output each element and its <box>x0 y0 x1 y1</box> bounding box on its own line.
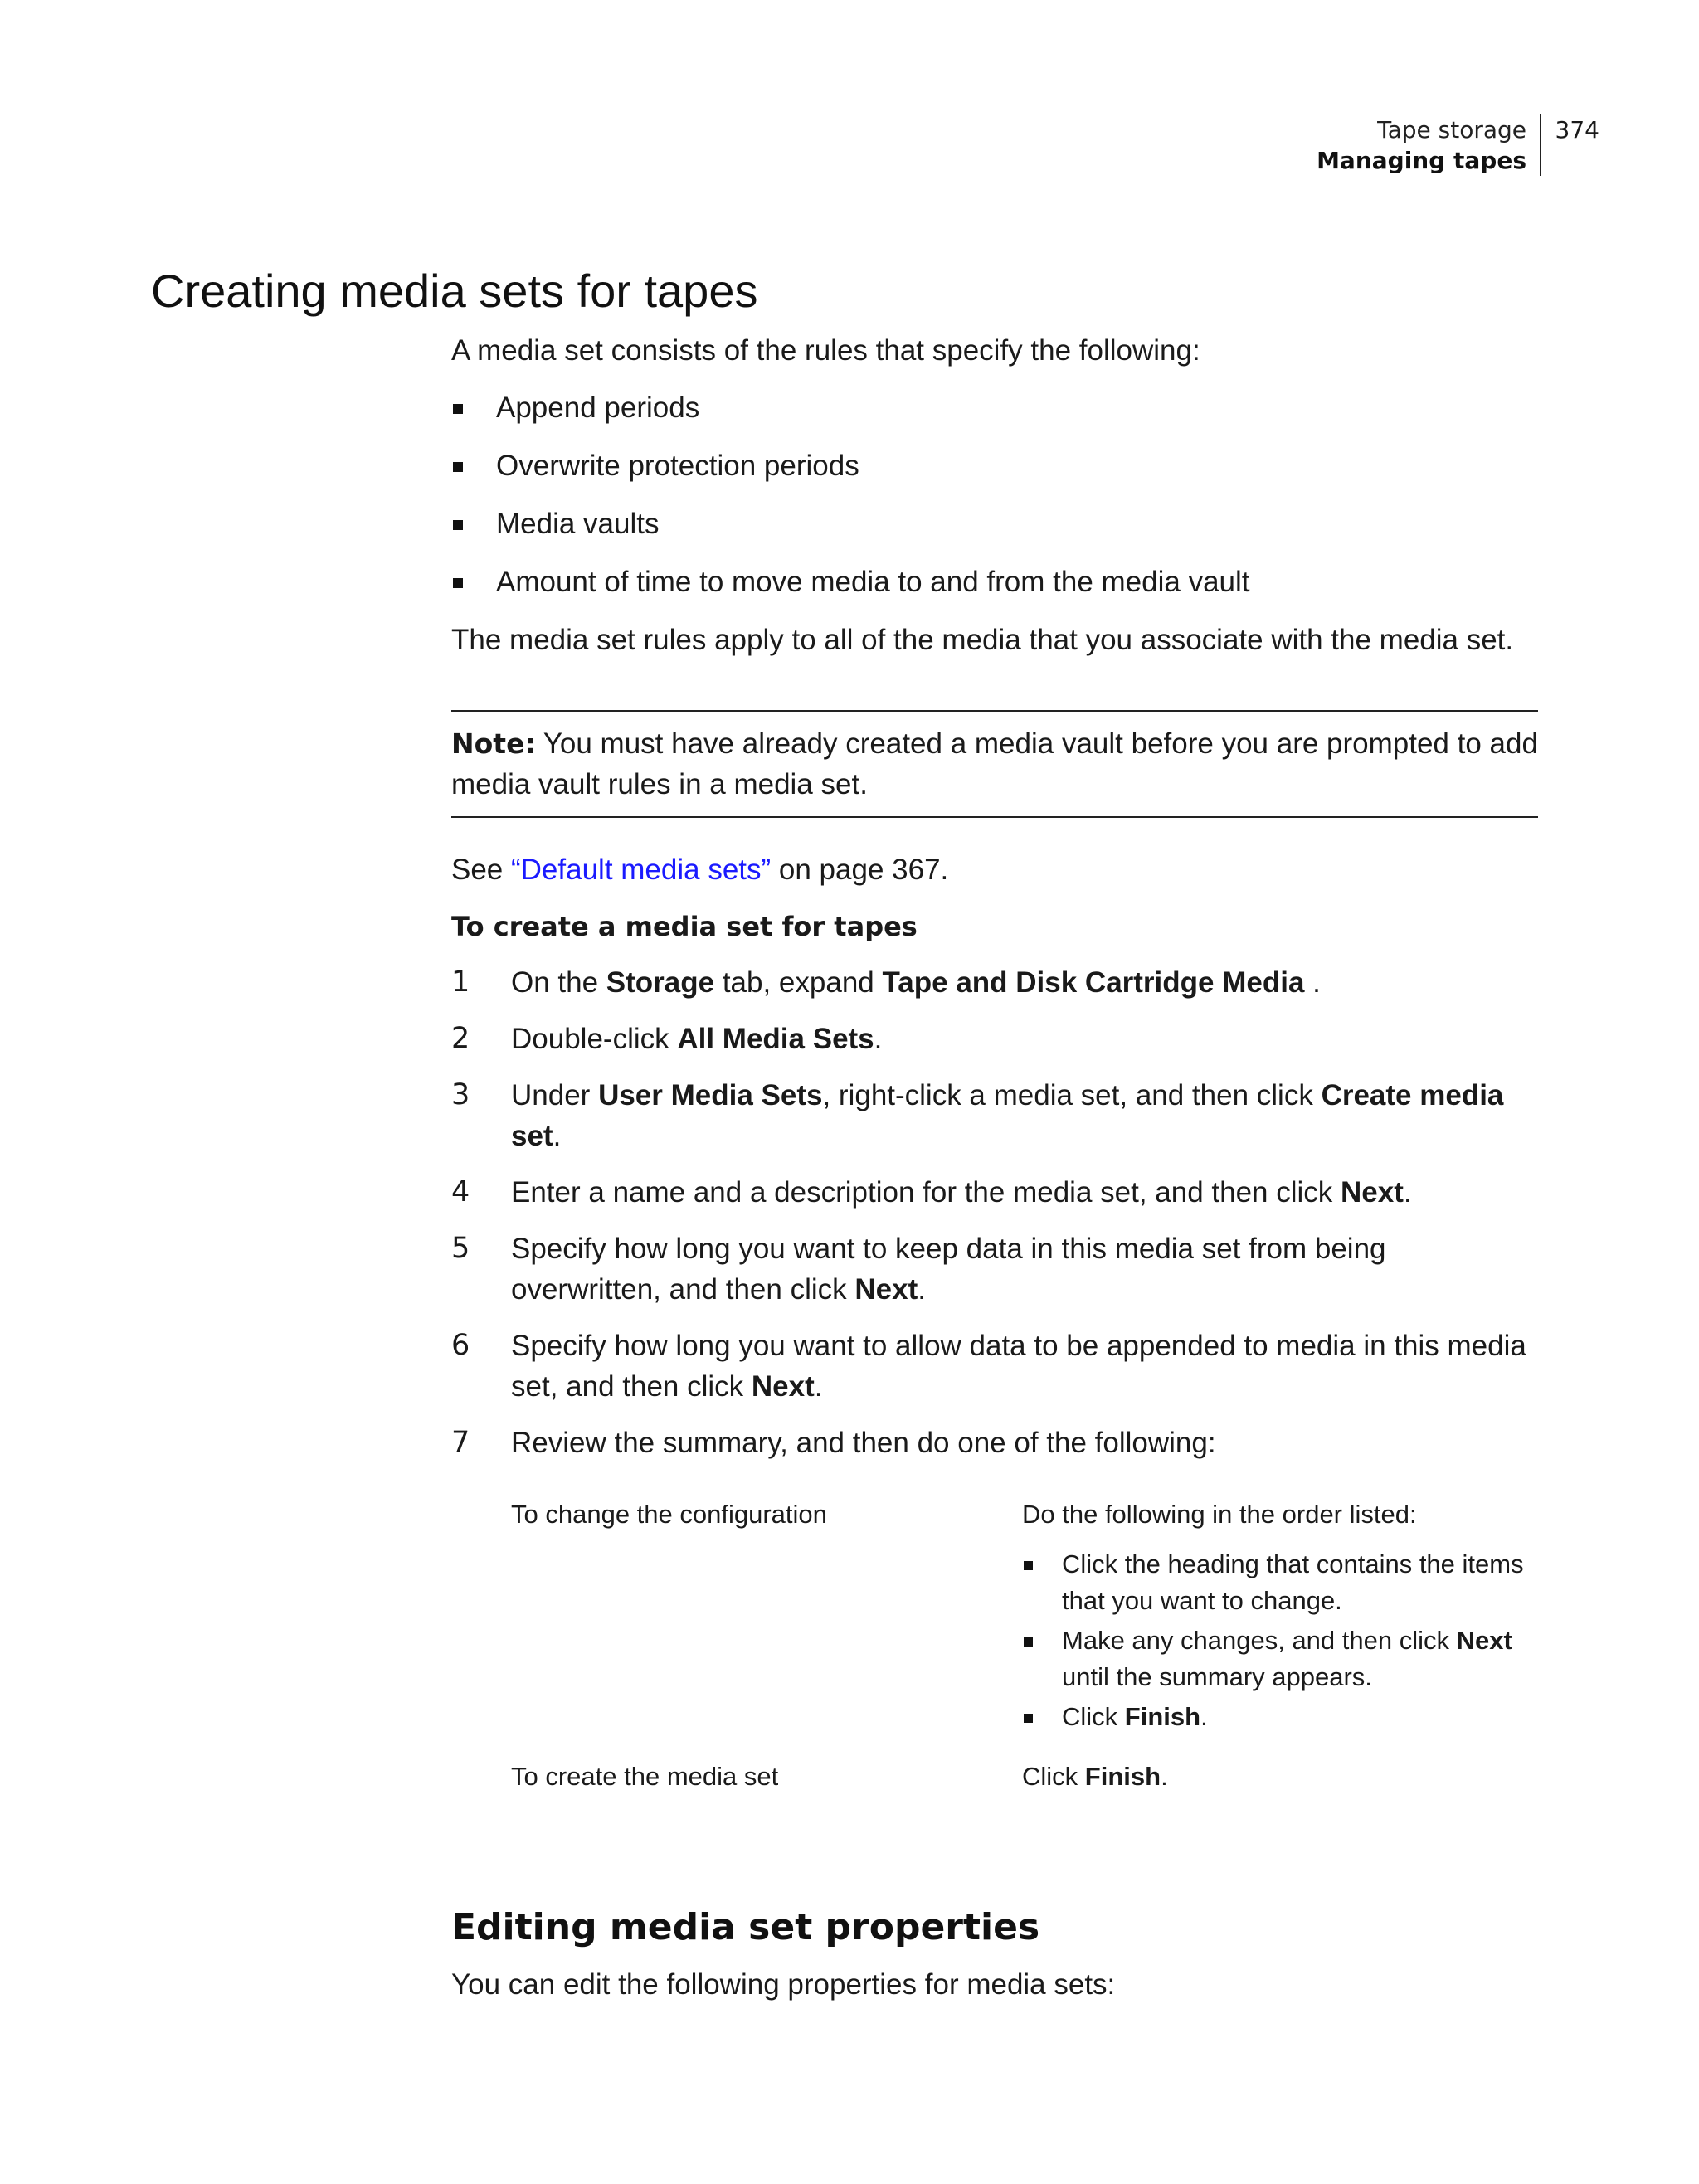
running-header <box>1317 114 1599 176</box>
step-bold: User Media Sets <box>598 1079 823 1111</box>
step-text: . <box>1304 966 1321 999</box>
list-item: Overwrite protection periods <box>451 445 1538 486</box>
step-1 <box>451 962 1538 1003</box>
bullet-text: Click <box>1062 1702 1125 1731</box>
options-table <box>511 1496 1538 1795</box>
list-item: Media vaults <box>451 503 1538 544</box>
step-text: . <box>918 1273 926 1306</box>
main-content <box>451 330 1538 1795</box>
step-3 <box>451 1075 1538 1156</box>
step-bold: All Media Sets <box>677 1023 874 1055</box>
bullet-text: . <box>1200 1702 1208 1731</box>
bullet-bold: Next <box>1456 1626 1512 1655</box>
procedure-title: To create a media set for tapes <box>451 911 918 942</box>
table-row <box>511 1758 1538 1795</box>
list-item: Append periods <box>451 387 1538 428</box>
step-number: 2 <box>451 1022 470 1055</box>
default-media-sets-link[interactable]: “Default media sets” <box>511 854 772 886</box>
option-label: To create the media set <box>511 1762 779 1791</box>
step-2 <box>451 1019 1538 1059</box>
page-number: 374 <box>1555 116 1599 143</box>
step-6 <box>451 1325 1538 1407</box>
step-number: 1 <box>451 966 470 999</box>
see-suffix: on page 367. <box>771 854 949 886</box>
bullet-text: Make any changes, and then click <box>1062 1626 1457 1655</box>
action-text: Click <box>1022 1762 1085 1791</box>
option-action <box>1022 1496 1538 1739</box>
header-section: Tape storage <box>1377 116 1526 143</box>
step-bold: Next <box>751 1370 815 1403</box>
step-number: 6 <box>451 1329 470 1362</box>
applies-paragraph: The media set rules apply to all of the media that you associate with the media set. <box>451 624 1514 656</box>
bullet-text: until the summary appears. <box>1062 1662 1372 1691</box>
note-box <box>451 710 1538 818</box>
step-number: 7 <box>451 1426 470 1459</box>
bullet-bold: Finish <box>1124 1702 1201 1731</box>
step-7 <box>451 1423 1538 1463</box>
step-text: . <box>553 1120 562 1152</box>
table-row <box>511 1496 1538 1739</box>
step-text: Enter a name and a description for the media set, and then click <box>511 1176 1341 1209</box>
section-heading: Editing media set properties <box>451 1906 1040 1948</box>
see-also <box>451 849 1538 890</box>
option-action-intro: Do the following in the order listed: <box>1022 1500 1417 1529</box>
step-bold: Next <box>854 1273 918 1306</box>
step-bold: Create media set <box>511 1079 1504 1152</box>
tail-paragraph: You can edit the following properties for media sets: <box>451 1968 1116 2001</box>
step-number: 5 <box>451 1232 470 1265</box>
option-bullets <box>1022 1546 1538 1735</box>
step-5 <box>451 1228 1538 1310</box>
step-bold: Storage <box>606 966 715 999</box>
step-bold: Next <box>1341 1176 1404 1209</box>
step-text: Under <box>511 1079 599 1111</box>
steps-list <box>451 962 1538 1463</box>
intro-paragraph: A media set consists of the rules that specify the following: <box>451 334 1200 367</box>
list-item <box>1022 1622 1538 1695</box>
step-text: . <box>814 1370 823 1403</box>
header-titles <box>1317 114 1541 176</box>
step-number: 3 <box>451 1078 470 1111</box>
note-text: You must have already created a media vault before you are prompted to add media vault rules in a media set. <box>451 727 1538 800</box>
list-item: Amount of time to move media to and from the media vault <box>451 562 1538 602</box>
step-number: 4 <box>451 1175 470 1209</box>
step-text: Double-click <box>511 1023 678 1055</box>
option-label: To change the configuration <box>511 1500 827 1529</box>
list-item <box>1022 1699 1538 1735</box>
step-text: tab, expand <box>714 966 883 999</box>
step-text: Review the summary, and then do one of the following: <box>511 1427 1216 1459</box>
step-text: On the <box>511 966 606 999</box>
header-subsection: Managing tapes <box>1317 147 1526 174</box>
list-item: Click the heading that contains the items that you want to change. <box>1022 1546 1538 1619</box>
step-text: . <box>874 1023 883 1055</box>
see-prefix: See <box>451 854 511 886</box>
step-text: Specify how long you want to keep data in this media set from being overwritten, and then click <box>511 1233 1386 1306</box>
note-label: Note: <box>451 727 536 760</box>
option-action <box>1022 1758 1538 1795</box>
step-text: , right-click a media set, and then click <box>822 1079 1322 1111</box>
step-text: Specify how long you want to allow data to be appended to media in this media set, and then click <box>511 1330 1526 1403</box>
action-text: . <box>1161 1762 1168 1791</box>
page-title: Creating media sets for tapes <box>151 265 758 317</box>
step-4 <box>451 1172 1538 1213</box>
step-text: . <box>1403 1176 1412 1209</box>
action-bold: Finish <box>1084 1762 1161 1791</box>
rules-list <box>451 387 1538 602</box>
step-bold: Tape and Disk Cartridge Media <box>882 966 1305 999</box>
